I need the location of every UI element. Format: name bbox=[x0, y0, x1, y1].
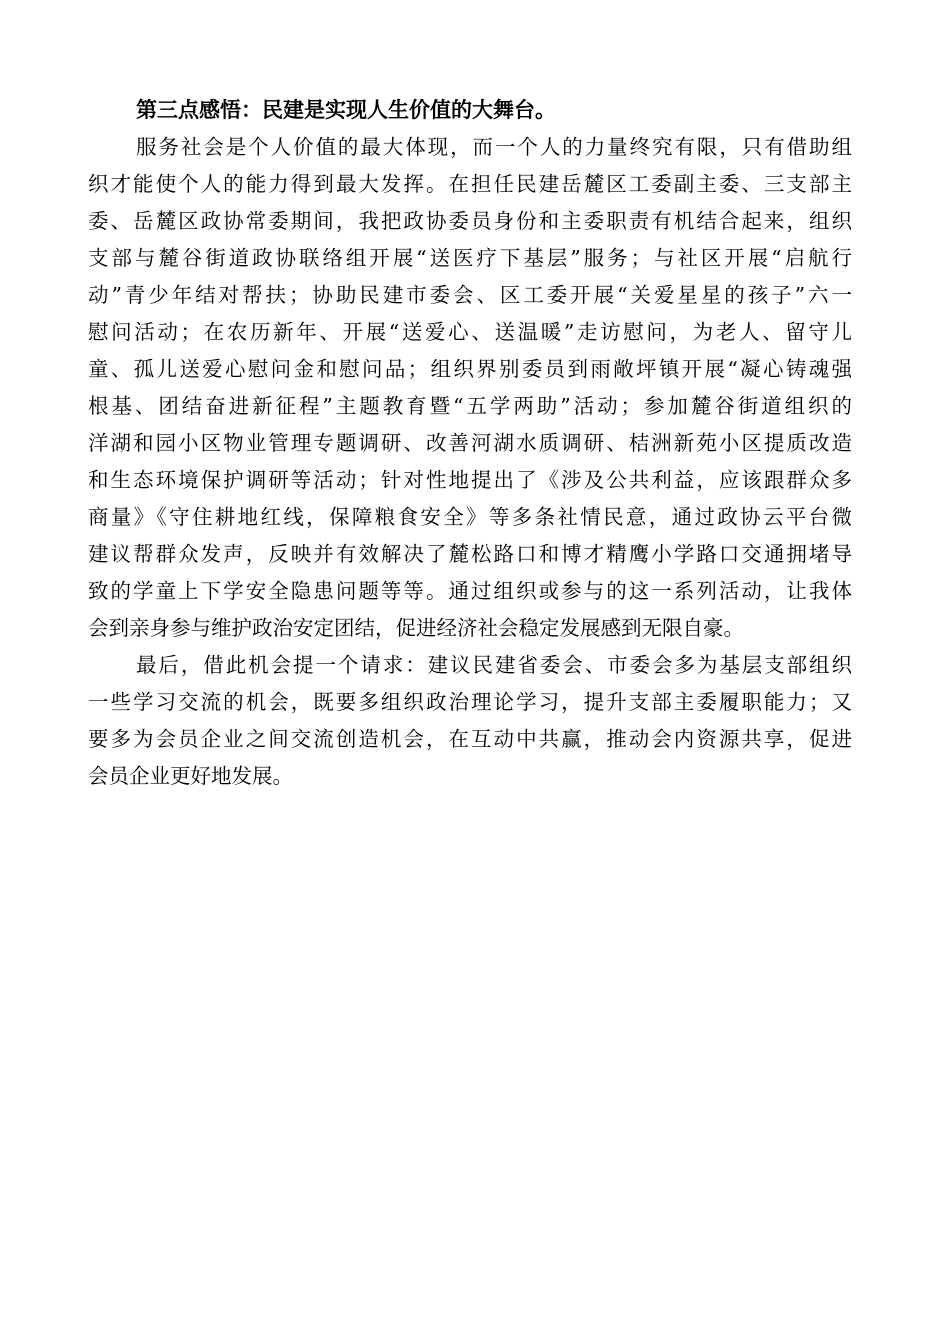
paragraph-service-society bbox=[88, 129, 852, 647]
paragraph-line: 和生态环境保护调研等活动；针对性地提出了《涉及公共利益，应该跟群众多 bbox=[88, 468, 852, 492]
paragraph-line: 服务社会是个人价值的最大体现，而一个人的力量终究有限，只有借助组 bbox=[136, 135, 852, 159]
paragraph-line: 动”青少年结对帮扶；协助民建市委会、区工委开展“关爱星星的孩子”六一 bbox=[88, 283, 852, 307]
paragraph-line: 会员企业更好地发展。 bbox=[88, 764, 293, 788]
document-body bbox=[88, 92, 852, 795]
paragraph-line: 委、岳麓区政协常委期间，我把政协委员身份和主委职责有机结合起来，组织 bbox=[88, 209, 852, 233]
paragraph-line: 支部与麓谷街道政协联络组开展“送医疗下基层”服务；与社区开展“启航行 bbox=[88, 246, 852, 270]
paragraph-line: 会到亲身参与维护政治安定团结，促进经济社会稳定发展感到无限自豪。 bbox=[88, 616, 744, 640]
paragraph-line: 洋湖和园小区物业管理专题调研、改善河湖水质调研、桔洲新苑小区提质改造 bbox=[88, 431, 852, 455]
paragraph-line: 童、孤儿送爱心慰问金和慰问品；组织界别委员到雨敞坪镇开展“凝心铸魂强 bbox=[88, 357, 852, 381]
paragraph-line: 慰问活动；在农历新年、开展“送爱心、送温暖”走访慰问，为老人、留守儿 bbox=[88, 320, 852, 344]
paragraph-final-request bbox=[88, 647, 852, 795]
paragraph-line: 织才能使个人的能力得到最大发挥。在担任民建岳麓区工委副主委、三支部主 bbox=[88, 172, 852, 196]
paragraph-line: 根基、团结奋进新征程”主题教育暨“五学两助”活动；参加麓谷街道组织的 bbox=[88, 394, 852, 418]
paragraph-line: 要多为会员企业之间交流创造机会，在互动中共赢，推动会内资源共享，促进 bbox=[88, 727, 852, 751]
section-heading: 第三点感悟：民建是实现人生价值的大舞台。 bbox=[136, 98, 556, 122]
paragraph-line: 建议帮群众发声，反映并有效解决了麓松路口和博才精鹰小学路口交通拥堵导 bbox=[88, 542, 852, 566]
paragraph-line: 致的学童上下学安全隐患问题等等。通过组织或参与的这一系列活动，让我体 bbox=[88, 579, 852, 603]
paragraph-line: 一些学习交流的机会，既要多组织政治理论学习，提升支部主委履职能力；又 bbox=[88, 690, 852, 714]
paragraph-line: 商量》《守住耕地红线，保障粮食安全》等多条社情民意，通过政协云平台微 bbox=[88, 505, 852, 529]
paragraph-line: 最后，借此机会提一个请求：建议民建省委会、市委会多为基层支部组织 bbox=[136, 653, 852, 677]
